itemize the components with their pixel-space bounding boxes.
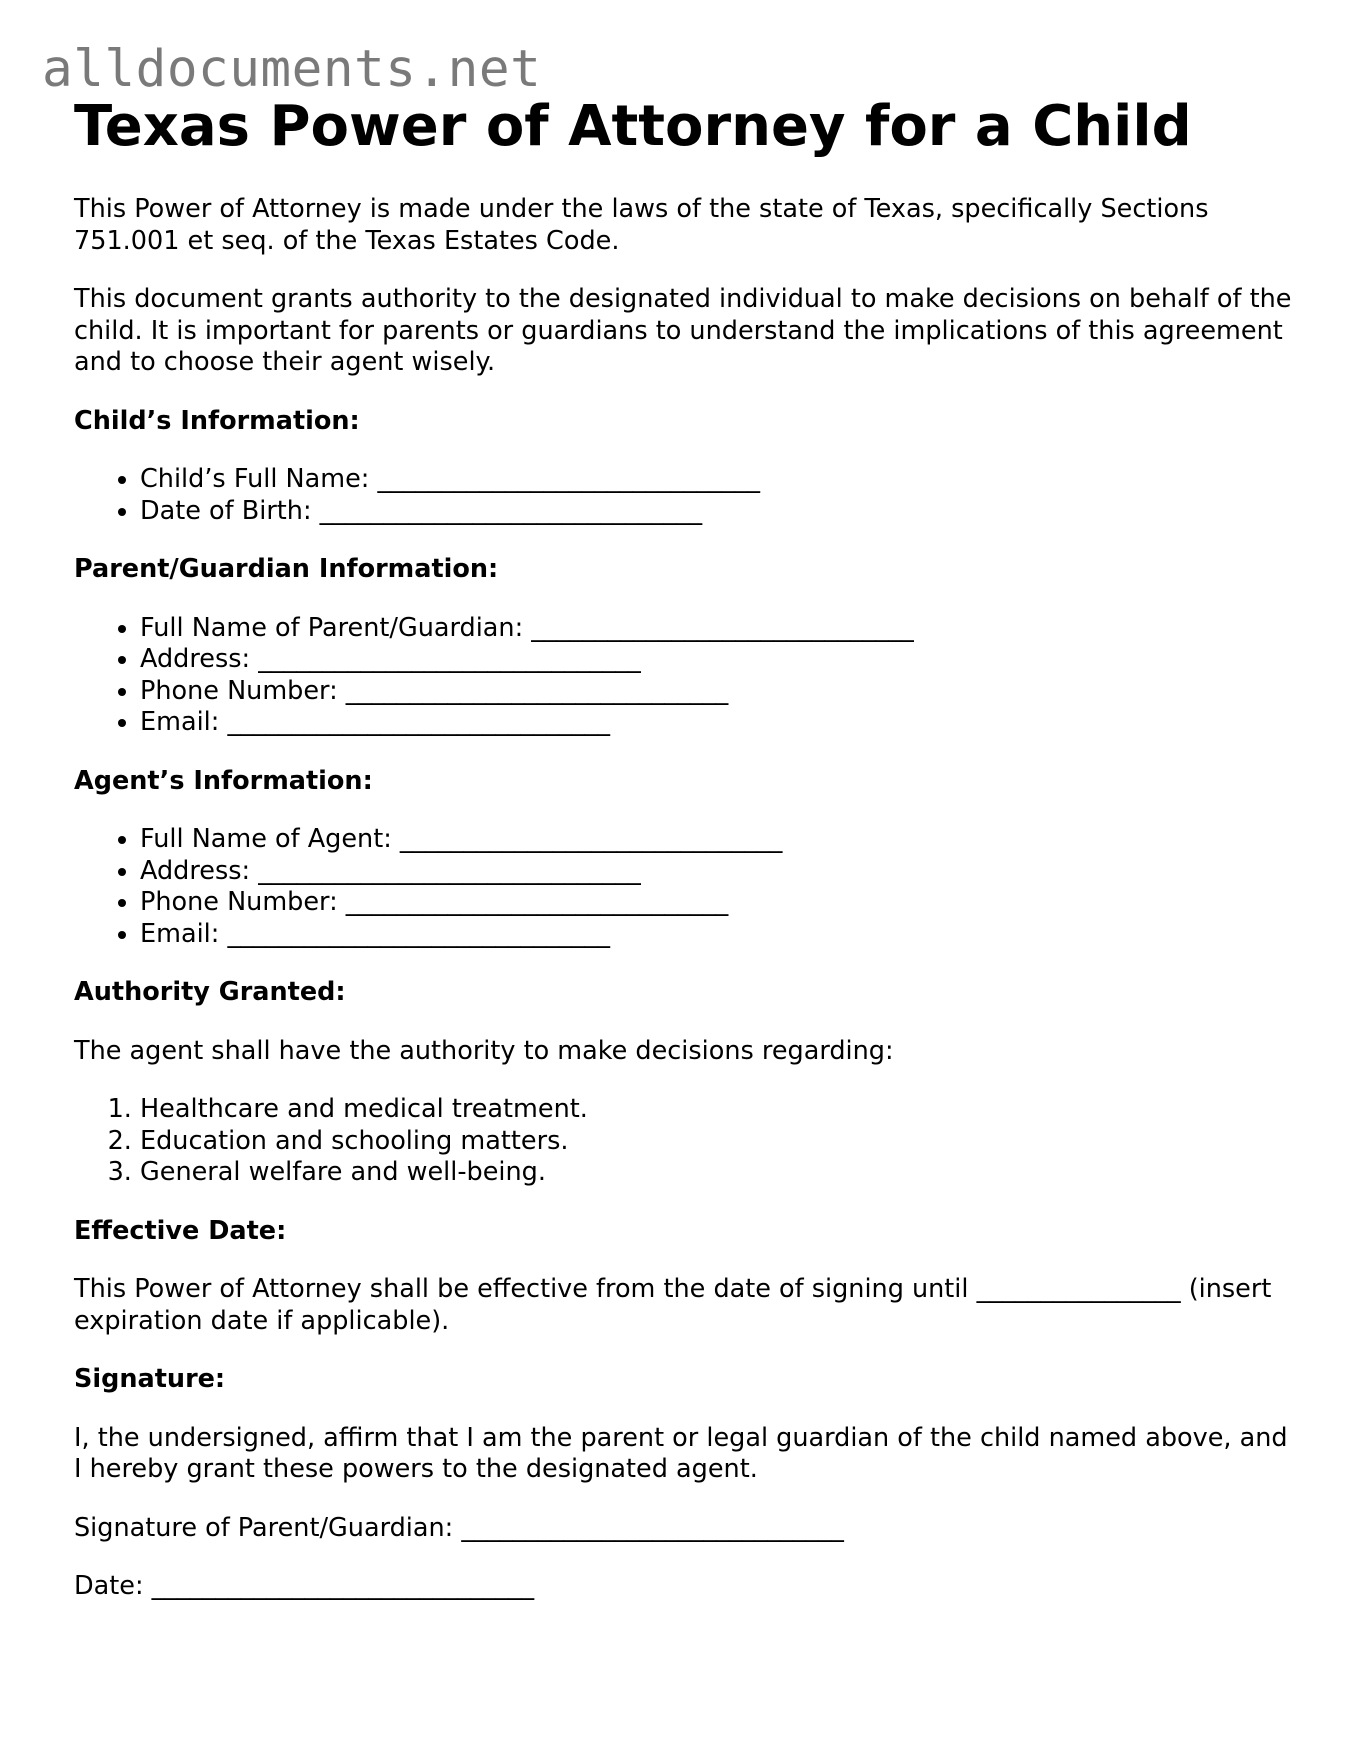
- document-page: [74, 94, 1294, 1603]
- parent-info-list: [74, 613, 1294, 739]
- agent-info-heading: Agent’s Information:: [74, 765, 373, 796]
- list-item: • Full Name of Parent/Guardian: ______________________________: [140, 613, 1294, 645]
- parent-info-heading: Parent/Guardian Information:: [74, 554, 499, 584]
- list-item: 3. General welfare and well-being.: [140, 1157, 1294, 1189]
- list-item: • Phone Number: ______________________________: [140, 676, 1294, 708]
- signature-text: I, the undersigned, affirm that I am the parent or legal guardian of the child named above, and I hereby grant these powers to the designated agent.: [74, 1422, 1288, 1484]
- list-item: • Child’s Full Name: ______________________________: [140, 464, 1294, 496]
- list-item: • Date of Birth: ______________________________: [140, 496, 1294, 528]
- effective-date-text: This Power of Attorney shall be effective from the date of signing until ________________ (insert expiration date if applicable).: [74, 1274, 1272, 1336]
- list-item: • Email: ______________________________: [140, 707, 1294, 739]
- list-item: • Email: ______________________________: [140, 919, 1294, 951]
- signature-line: Signature of Parent/Guardian: ______________________________: [74, 1512, 844, 1543]
- intro-paragraph-2: This document grants authority to the designated individual to make decisions on behalf of the child. It is important for parents or guardians to understand the implications of this agreement and to choose their agent wisely.: [74, 284, 1292, 377]
- page-title: Texas Power of Attorney for a Child: [74, 94, 1192, 159]
- list-item: • Address: ______________________________: [140, 856, 1294, 888]
- agent-info-list: [74, 824, 1294, 950]
- authority-list: [74, 1094, 1294, 1189]
- watermark: alldocuments.net: [42, 40, 542, 99]
- list-item: 1. Healthcare and medical treatment.: [140, 1094, 1294, 1126]
- childs-info-list: [74, 464, 1294, 527]
- effective-date-heading: Effective Date:: [74, 1215, 287, 1246]
- list-item: 2. Education and schooling matters.: [140, 1126, 1294, 1158]
- intro-paragraph-1: This Power of Attorney is made under the laws of the state of Texas, specifically Sections 751.001 et seq. of the Texas Estates Code.: [74, 194, 1209, 256]
- list-item: • Full Name of Agent: ______________________________: [140, 824, 1294, 856]
- authority-heading: Authority Granted:: [74, 977, 346, 1007]
- list-item: • Address: ______________________________: [140, 644, 1294, 676]
- list-item: • Phone Number: ______________________________: [140, 887, 1294, 919]
- authority-text: The agent shall have the authority to make decisions regarding:: [74, 1035, 894, 1066]
- signature-heading: Signature:: [74, 1364, 226, 1394]
- childs-info-heading: Child’s Information:: [74, 405, 360, 436]
- date-line: Date: ______________________________: [74, 1571, 535, 1601]
